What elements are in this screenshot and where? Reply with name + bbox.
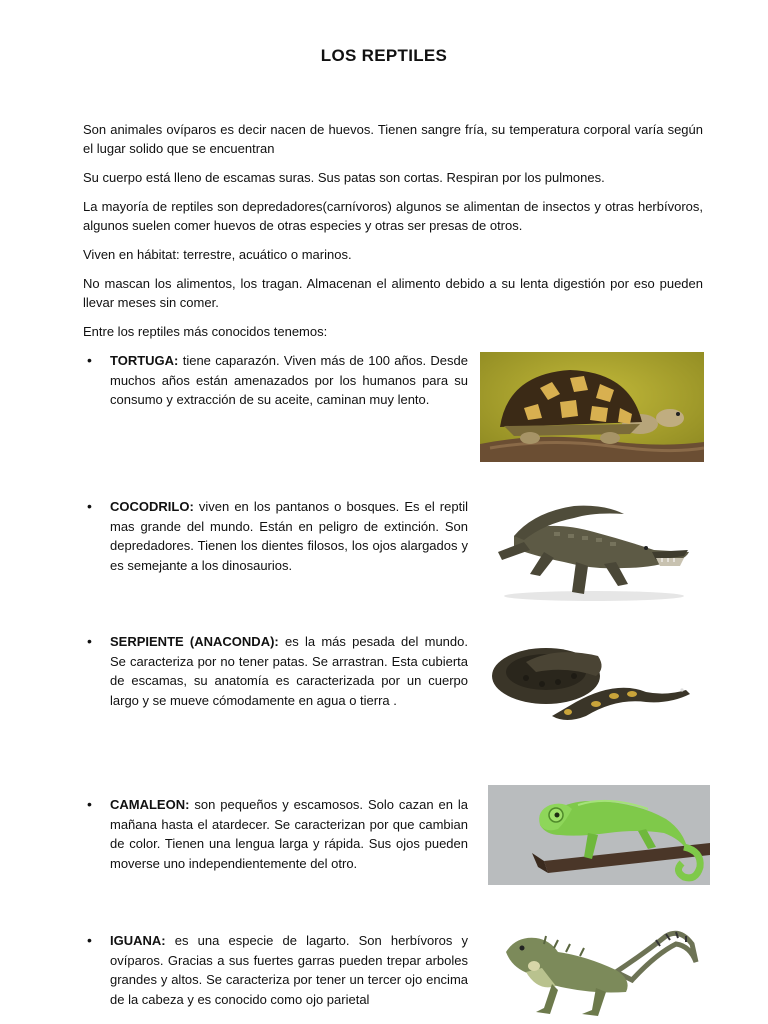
intro-paragraph-4: Viven en hábitat: terrestre, acuático o marinos. <box>83 247 352 262</box>
intro-paragraph-3: La mayoría de reptiles son depredadores(carnívoros) algunos se alimentan de insectos y otras herbívoros, algunos suelen comer huevos de otras especies y otras ser presas de otros. <box>83 199 703 233</box>
list-item-camaleon <box>83 795 468 873</box>
cocodrilo-name: COCODRILO: <box>110 499 194 514</box>
iguana-description: es una especie de lagarto. Son herbívoros y ovíparos. Gracias a sus fuertes garras pueden trepar arboles grandes y altos. Se caracteriza por tener un tercer ojo encima de la cabeza y es conocido como ojo parietal <box>110 933 468 1007</box>
intro-section <box>83 120 703 351</box>
intro-paragraph-1: Son animales ovíparos es decir nacen de huevos. Tienen sangre fría, su temperatura corporal varía según el lugar solido que se encuentran <box>83 122 703 156</box>
turtle-image <box>480 352 704 462</box>
cocodrilo-text <box>110 497 468 575</box>
list-item-tortuga <box>83 351 468 410</box>
tortuga-description: tiene caparazón. Viven más de 100 años. Desde muchos años están amenazados por los humanos para su consumo y extracción de su aceite, caminan muy lento. <box>110 353 468 407</box>
list-item-serpiente <box>83 632 468 710</box>
camaleon-name: CAMALEON: <box>110 797 190 812</box>
iguana-name: IGUANA: <box>110 933 166 948</box>
iguana-text <box>110 931 468 1009</box>
serpiente-name: SERPIENTE (ANACONDA): <box>110 634 279 649</box>
camaleon-description: son pequeños y escamosos. Solo cazan en la mañana hasta el atardecer. Se caracterizan por que cambian de color. Tienen una lengua larga y rápida. Sus ojos pueden moverse uno independientemente del otro. <box>110 797 468 871</box>
iguana-image <box>496 922 700 1018</box>
serpiente-text <box>110 632 468 710</box>
cocodrilo-description: viven en los pantanos o bosques. Es el reptil mas grande del mundo. Están en peligro de extinción. Son depredadores. Tienen los dientes filosos, los ojos alargados y es semejante a los dinosaurios. <box>110 499 468 573</box>
intro-paragraph-5: No mascan los alimentos, los tragan. Almacenan el alimento debido a su lenta digestión por eso pueden llevar meses sin comer. <box>83 276 703 310</box>
tortuga-text <box>110 351 468 410</box>
intro-paragraph-6: Entre los reptiles más conocidos tenemos: <box>83 324 328 339</box>
bullet-icon: • <box>87 633 92 649</box>
bullet-icon: • <box>87 932 92 948</box>
list-item-iguana <box>83 931 468 1009</box>
anaconda-image <box>486 632 698 724</box>
crocodile-image <box>484 492 696 604</box>
bullet-icon: • <box>87 498 92 514</box>
page-title: LOS REPTILES <box>320 46 448 65</box>
bullet-icon: • <box>87 796 92 812</box>
intro-paragraph-2: Su cuerpo está lleno de escamas suras. Sus patas son cortas. Respiran por los pulmones. <box>83 170 605 185</box>
tortuga-name: TORTUGA: <box>110 353 179 368</box>
serpiente-description: es la más pesada del mundo. Se caracteriza por no tener patas. Se arrastran. Esta cubierta de escamas, su anatomía es caracterizada por un cuerpo largo y se mueve cómodamente en agua o tierra . <box>110 634 468 708</box>
list-item-cocodrilo <box>83 497 468 575</box>
chameleon-image <box>488 785 710 885</box>
bullet-icon: • <box>87 352 92 368</box>
camaleon-text <box>110 795 468 873</box>
